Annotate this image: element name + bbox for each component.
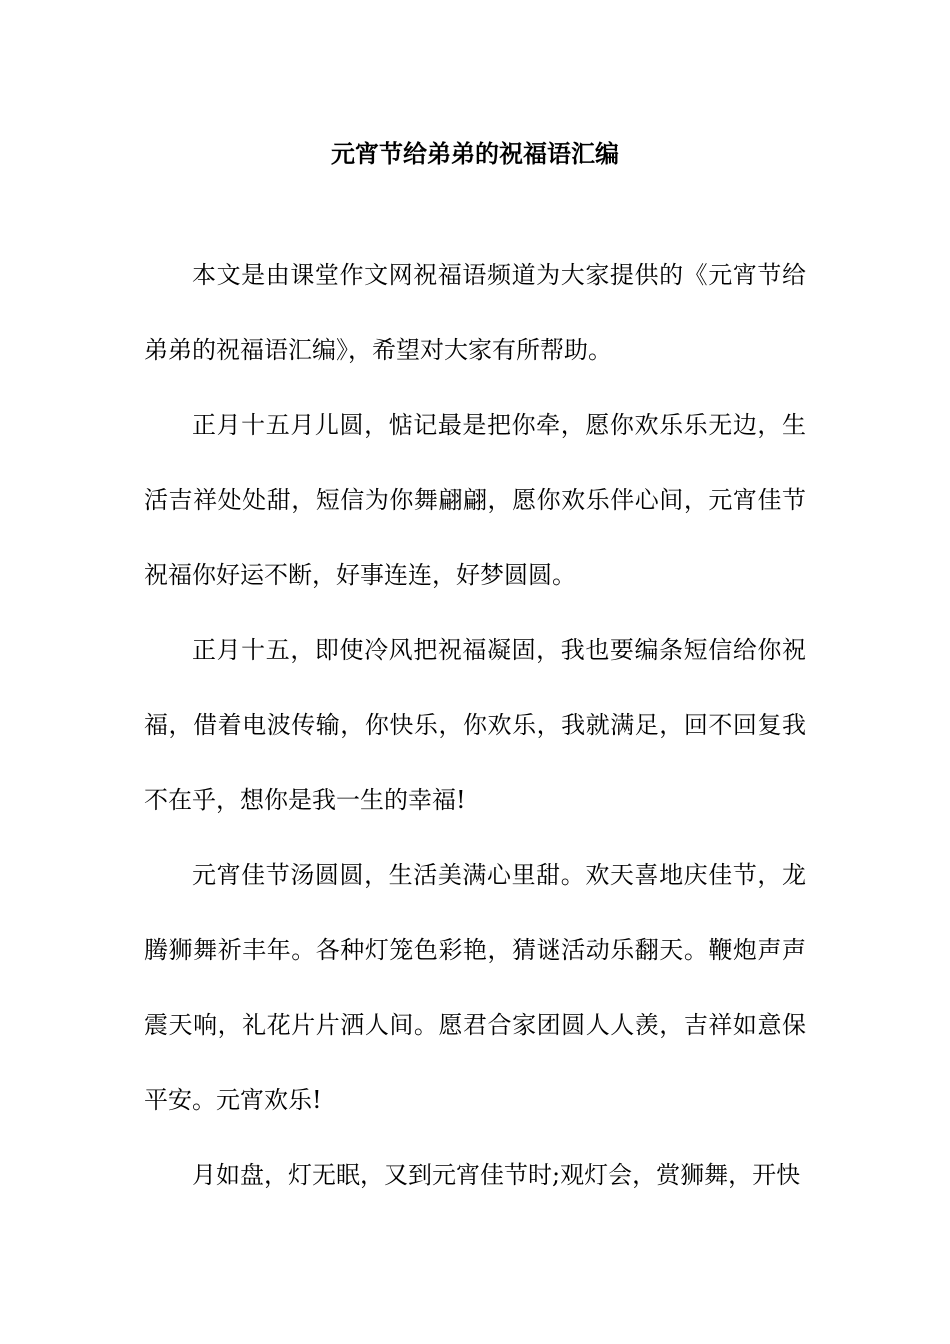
paragraph-blessing-1: 正月十五月儿圆，惦记最是把你牵，愿你欢乐乐无边，生活吉祥处处甜，短信为你舞翩翩，愿你欢乐伴心间，元宵佳节祝福你好运不断，好事连连，好梦圆圆。 (144, 411, 806, 589)
paragraph-blessing-3: 元宵佳节汤圆圆，生活美满心里甜。欢天喜地庆佳节，龙腾狮舞祈丰年。各种灯笼色彩艳，猜谜活动乐翻天。鞭炮声声震天响，礼花片片洒人间。愿君合家团圆人人羡，吉祥如意保平安。元宵欢乐! (144, 861, 806, 1114)
paragraph-blessing-4: 月如盘，灯无眠，又到元宵佳节时;观灯会，赏狮舞，开快 (192, 1161, 801, 1189)
document-title: 元宵节给弟弟的祝福语汇编 (331, 139, 619, 168)
document-body (144, 238, 806, 1213)
paragraph-blessing-2: 正月十五，即使冷风把祝福凝固，我也要编条短信给你祝福，借着电波传输，你快乐，你欢乐，我就满足，回不回复我不在乎，想你是我一生的幸福! (144, 636, 806, 814)
paragraph-intro: 本文是由课堂作文网祝福语频道为大家提供的《元宵节给弟弟的祝福语汇编》，希望对大家有所帮助。 (144, 261, 806, 364)
